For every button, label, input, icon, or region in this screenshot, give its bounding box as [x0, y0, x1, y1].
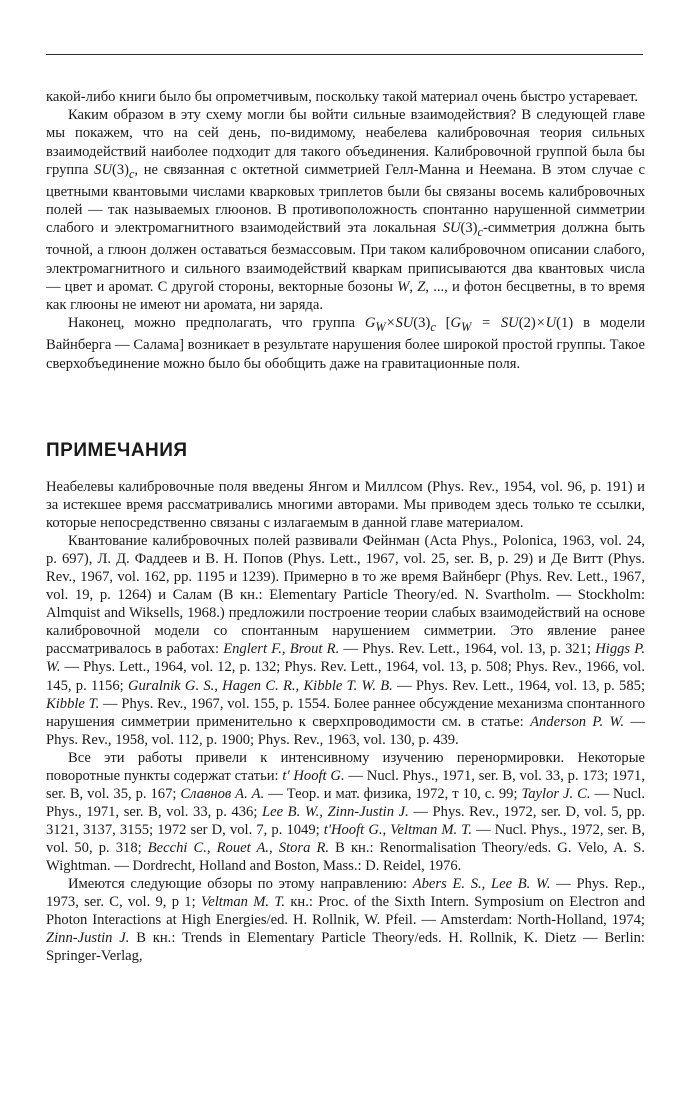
notes-text [46, 478, 645, 965]
text-run: — Phys. Rev., 1967, vol. 155, p. 1554. Более раннее обсуждение механизма спонтанного нарушения симметрии применительно к сверхпроводимости см. в статье: [46, 695, 645, 730]
paragraph [46, 314, 645, 373]
note-paragraph [46, 532, 645, 749]
math-subscript: W [461, 320, 472, 335]
math-symbol: W [397, 278, 410, 295]
math-symbol: G [364, 315, 376, 332]
text-run: — Nucl. Phys., 1971, ser. B, vol. 33, p. 436; [46, 785, 646, 820]
author-name: Славнов А. А. [180, 785, 265, 802]
author-name: Lee B. W., Zinn-Justin J. [261, 803, 409, 820]
note-paragraph: Неабелевы калибровочные поля введены Янгом и Миллсом (Phys. Rev., 1954, vol. 96, p. 191) и за истекшее время рассматривались многими авторами. Мы приводем здесь только те ссылки, которые непосредственно связаны с излагаемым в данной главе материалом. [46, 479, 645, 532]
text-run: , не связанная с октетной симметрией Гелл-Манна и Неемана. В этом случае с цветными квантовыми числами кварковых триплетов были бы связаны восемь калибровочных полей — так называемых глюонов. В противоположность спонтанно нарушенной симметрии слабого и электромагнитного взаимодействий эта локальная [46, 161, 645, 237]
author-name: Higgs P. W. [46, 641, 645, 676]
math-run: (3) [413, 315, 431, 332]
text-run: — Phys. Rev. Lett., 1964, vol. 13, p. 321; [339, 641, 596, 658]
math-symbol: SU [442, 220, 461, 237]
text-run: — Phys. Lett., 1964, vol. 12, p. 132; Phys. Rev. Lett., 1964, vol. 13, p. 508; Phys. Rev., 1966, vol. 145, p. 1156; [46, 659, 645, 694]
text-run: — Nucl. Phys., 1971, ser. B, vol. 33, p. 173; 1971, ser. B, vol. 35, p. 167; [46, 767, 645, 802]
math-symbol: ×SU [385, 315, 414, 332]
text-run: в модели Вайнберга — Салама] возникает в результате нарушения более широкой простой группы. Такое сверхобъединение можно было бы обобщить даже на гравитационные поля. [46, 315, 646, 372]
math-subscript: W [375, 320, 386, 335]
text-run: [ [435, 315, 451, 332]
math-symbol: SU [94, 161, 112, 178]
paragraph: какой-либо книги было бы опрометчивым, поскольку такой материал очень быстро устаревает. [46, 89, 639, 105]
paragraph [46, 106, 645, 314]
math-subscript: c [430, 320, 436, 335]
note-paragraph [46, 749, 645, 875]
main-text [46, 88, 645, 373]
math-symbol: Z [417, 278, 426, 295]
author-name: Abers E. S., Lee B. W. [412, 876, 551, 893]
text-run: — Теор. и мат. физика, 1972, т 10, с. 99; [264, 785, 522, 802]
text-run: В кн.: Trends in Elementary Particle Theory/eds. H. Rollnik, K. Dietz — Berlin: Springer-Verlag, [46, 930, 645, 965]
text-run: Каким образом в эту схему могли бы войти сильные взаимодействия? В следующей главе мы покажем, что на сей день, по-видимому, неабелева калибровочная теория сильных взаимодействий наиболее подходит для такого объединения. Калибровочной группой была бы группа [46, 107, 645, 178]
math-symbol: ×U [535, 315, 557, 332]
text-run: Все эти работы привели к интенсивному изучению перенормировки. Некоторые поворотные пункты содержат статьи: [46, 749, 645, 784]
author-name: Taylor J. C. [521, 785, 591, 802]
text-run: , [409, 278, 418, 295]
author-name: Englert F., Brout R. [223, 641, 340, 658]
text-run: Имеются следующие обзоры по этому направлению: [68, 876, 413, 893]
text-run: — Phys. Rev. Lett., 1964, vol. 13, p. 585; [392, 677, 645, 694]
text-run: — Phys. Rep., 1973, ser. C, vol. 9, p 1; [46, 876, 646, 911]
math-run: (3) [460, 220, 478, 237]
author-name: Guralnik G. S., Hagen C. R., Kibble T. W. B. [127, 677, 393, 694]
author-name: Veltman M. T. [200, 894, 286, 911]
text-run: — Phys. Rev., 1958, vol. 112, p. 1900; Phys. Rev., 1963, vol. 130, p. 439. [46, 713, 645, 748]
note-paragraph [46, 875, 645, 965]
text-run: -симметрия должна быть точной, а глюон должен оставаться безмассовым. При таком калибровочном описании слабого, электромагнитного и сильного взаимодействий кваркам приписываются два квантовых числа — цвет и аромат. С другой стороны, векторные бозоны [46, 220, 646, 295]
text-run: — Phys. Rev., 1972, ser. D, vol. 5, pp. 3121, 3137, 3155; 1972 ser D, vol. 7, p. 1049; [46, 803, 645, 838]
author-name: t' Hooft G. [282, 767, 345, 784]
math-subscript: c [477, 225, 483, 240]
text-run: Квантование калибровочных полей развивали Фейнман (Acta Phys., Polonica, 1963, vol. 24, p. 697), Л. Д. Фаддеев и В. Н. Попов (Phys. Lett., 1967, vol. 25, ser. B, p. 29) и Де Витт (Phys. Rev., 1967, vol. 162, pp. 1195 и 1239). Примерно в то же время Вайнберг (Phys. Rev. Lett., 1967, vol. 19, p. 1264) и Салам (В кн.: Elementary Particle Theory/ed. N. Svartholm. — Stockholm: Almquist and Wiksells, 1968.) предложили построение теории слабых взаимодействий на основе калибровочной модели со спонтанным нарушением симметрии. Это явление ранее рассматривалось в работах: [46, 533, 645, 658]
section-title: ПРИМЕЧАНИЯ [46, 440, 188, 461]
math-run: (3) [111, 161, 130, 178]
header-rule [46, 54, 643, 55]
math-run: (1) [556, 315, 574, 332]
author-name: Becchi C., Rouet A., Stora R. [147, 839, 330, 856]
math-symbol: G [450, 315, 462, 332]
math-subscript: c [129, 166, 135, 181]
author-name: Kibble T. [46, 695, 100, 712]
text-run: — Nucl. Phys., 1972, ser. B, vol. 50, p. 318; [46, 821, 645, 856]
text-run: Наконец, можно предполагать, что группа [68, 315, 365, 332]
math-run: (2) [518, 315, 536, 332]
author-name: Anderson P. W. [530, 713, 624, 730]
author-name: Zinn-Justin J. [46, 930, 130, 947]
text-run: В кн.: Renormalisation Theory/eds. G. Velo, A. S. Wightman. — Dordrecht, Holland and Boston, Mass.: D. Reidel, 1976. [46, 839, 645, 874]
author-name: t'Hooft G., Veltman M. T. [323, 821, 472, 838]
math-symbol: = SU [471, 315, 519, 332]
text-run: , ..., и фотон бесцветны, в то время как глюоны не имеют ни аромата, ни заряда. [46, 278, 646, 314]
text-run: кн.: Proc. of the Sixth Intern. Symposium on Electron and Photon Interactions at High Energies/ed. H. Rollnik, W. Pfeil. — Amsterdam: North-Holland, 1974; [46, 894, 645, 929]
